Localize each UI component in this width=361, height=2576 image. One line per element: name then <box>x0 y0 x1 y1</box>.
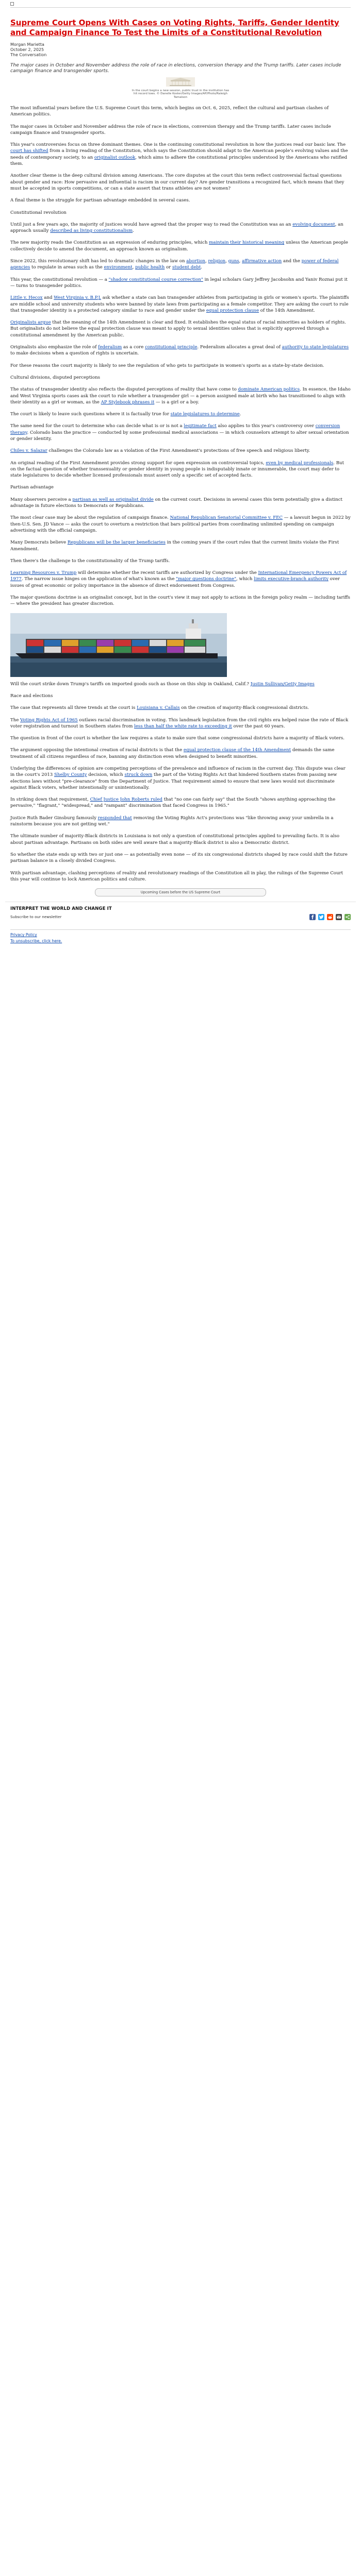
inline-link[interactable]: AP Stylebook phrases it <box>101 399 155 405</box>
paragraph <box>10 747 351 760</box>
paragraph <box>10 240 351 252</box>
text-run: , <box>205 259 208 264</box>
byline <box>10 42 351 58</box>
inline-link[interactable]: Originalists argue <box>10 320 51 326</box>
paragraph <box>10 595 351 607</box>
paragraph <box>10 210 351 216</box>
text-run: Many observers perceive a <box>10 497 73 502</box>
article <box>5 8 356 896</box>
inline-link[interactable]: Little v. Hecox <box>10 295 43 301</box>
paragraph <box>10 705 351 711</box>
inline-link[interactable]: federalism <box>98 345 122 350</box>
text-run: Originalists also emphasize the role of <box>10 345 99 350</box>
text-run: Underlying the differences of opinion are competing perceptions of the prevalence and influence of racism in the current day. This dispute was clear in the court's 2013 <box>10 766 346 778</box>
inline-link[interactable]: described as living constitutionalism <box>50 228 133 234</box>
inline-link[interactable]: religion <box>208 259 226 264</box>
text-run: The case that represents all three trends at the court is <box>10 705 137 711</box>
paragraph <box>10 258 351 271</box>
text-run: , <box>239 259 242 264</box>
text-run: challenges the Colorado law as a violation of the First Amendment's protections of free speech and religious liberty. <box>47 448 310 454</box>
text-run: . Federalism allocates a great deal of <box>197 345 282 350</box>
text-run: removing the Voting Rights Act's protections was "like throwing away your umbrella in a rainstorm because you are not getting wet." <box>10 815 334 827</box>
text-run: the part of the Voting Rights Act that hindered Southern states from passing new elections laws without "pre-clearance" from the Department of Justice. That requirement aimed to ensure that new laws would not discriminate against Black voters, whether intentionally or unintentionally. <box>10 772 337 790</box>
inline-link[interactable]: partisan as well as originalist divide <box>72 497 154 502</box>
paragraph <box>10 852 351 865</box>
text-run: In striking down that requirement, <box>10 797 90 803</box>
text-run: over issues of great economic or policy importance in the absence of direct endorsement from Congress. <box>10 577 340 588</box>
inline-link[interactable]: authority to state legislatures <box>282 345 349 350</box>
text-run: . In essence, the Idaho and West Virginia sports cases ask the court to rule whether a transgender girl — a person assigned male at birth who has transitioned to align with their identity as a girl or woman, as the <box>10 387 351 405</box>
byline-author: Morgan Marietta <box>10 42 44 47</box>
inline-link[interactable]: Louisiana v. Callais <box>137 705 180 711</box>
inline-link[interactable]: struck down <box>124 772 153 778</box>
ship-caption-text: Will the court strike down Trump's tariffs on imported goods such as those on this ship in Oakland, Calif.? <box>10 681 250 687</box>
article-body-part-1 <box>10 105 351 607</box>
figure-tariffs-ship <box>10 613 351 679</box>
text-run: . <box>133 228 134 234</box>
text-run: Until just a few years ago, the majority of justices would have agreed that the proper way to read the Constitution was as an <box>10 222 293 227</box>
paragraph <box>10 815 351 828</box>
inline-link[interactable]: court has shifted <box>10 148 48 154</box>
text-run: The argument opposing the intentional creation of racial districts is that the <box>10 748 184 753</box>
inline-link[interactable]: maintain their historical meaning <box>209 240 285 246</box>
paragraph <box>10 344 351 357</box>
interpret-row <box>10 914 351 920</box>
paragraph <box>10 423 351 442</box>
text-run: over the past 60 years. <box>232 723 285 729</box>
text-run: The most influential years before the U.S. Supreme Court this term, which begins on Oct. 6, 2025, reflect the cultural and partisan clashes of American politics. <box>10 106 329 117</box>
text-run: unless the American people collectively decide to amend the document, an approach known as originalism. <box>10 240 348 252</box>
text-run: Another clear theme is the deep cultural division among Americans. The core disputes at the court this term reflect controversial factual questions about gender and race: How pervasive and influential is racism in our current day? Are gender transitions a recognized fact, which means that they must be accepted in sports competitions, or can a state assert that trans athletes are not women? <box>10 173 344 191</box>
text-run: With partisan advantage, clashing perceptions of reality and revolutionary readings of the Constitution all in play, the rulings of the Supreme Court this year will continue to lock American politics and culture. <box>10 870 343 882</box>
paragraph <box>10 558 351 564</box>
paragraph <box>10 277 351 290</box>
window-mark-icon <box>10 2 14 6</box>
text-run: that "no one can fairly say" that the South "shows anything approaching the pervasive," "flagrant," "widespread," and "rampant" discrimination that faced Congress in 1965." <box>10 797 336 809</box>
text-run: , an approach usually <box>10 222 343 234</box>
text-run: Then there's the challenge to the constitutionality of the Trump tariffs. <box>10 558 170 564</box>
text-run: . Colorado bans the practice — conducted by some professional medical associations — in which counselors attempt to alter sexual orientation or gender identity. <box>10 430 349 442</box>
text-run: in the coming years if the court rules that the current limits violate the First Amendment. <box>10 540 339 552</box>
text-run: — a lawsuit begun in 2022 by then-U.S. Sen. JD Vance — asks the court to overturn a restriction that bars political parties from coordinating unlimited spending on campaign advertising with the official campaign. <box>10 515 351 533</box>
text-run: . The narrow issue hinges on the application of what's known as the <box>21 577 176 582</box>
text-run: , <box>225 259 228 264</box>
paragraph <box>10 375 351 381</box>
text-run: Many Democrats believe <box>10 540 68 546</box>
top-ribbon <box>5 0 356 7</box>
text-run: will determine whether the recent tariffs are authorized by Congress under the <box>76 570 258 576</box>
inline-link[interactable]: abortion <box>186 259 206 264</box>
interpret-section <box>5 902 356 922</box>
inline-link[interactable]: power of federal agencies <box>10 259 339 270</box>
text-run: Cultural divisions, disputed perceptions <box>10 375 101 380</box>
inline-link[interactable]: affirmative action <box>242 259 282 264</box>
inline-link[interactable]: public health <box>135 265 165 270</box>
footer-divider <box>10 929 351 930</box>
paragraph <box>10 197 351 204</box>
text-run: as a core <box>122 345 145 350</box>
inline-link[interactable]: West Virginia v. B.P.J. <box>54 295 102 301</box>
paragraph <box>10 735 351 741</box>
text-run: . <box>201 265 203 270</box>
inline-link[interactable]: evolving document <box>292 222 335 227</box>
inline-link[interactable]: guns <box>228 259 239 264</box>
text-run: of the 14th Amendment. <box>259 308 315 313</box>
text-run: that the meaning of the 14th Amendment is clear and fixed. It establishes the equal status of racial minorities as holders of rights. But originalists do not believe the equal protection clause was meant to apply to sexual identities unless that is explicitly approved through a constitutional amendment by the American public. <box>10 320 346 338</box>
text-run: and <box>42 295 54 301</box>
text-run: demands the same treatment of all citizens regardless of race, banning any distinction even when designed to benefit minorities. <box>10 748 335 759</box>
footer <box>5 929 356 944</box>
text-run: Race and elections <box>10 693 53 699</box>
text-run: to make decisions when a question of rights is uncertain. <box>10 351 139 357</box>
paragraph <box>10 319 351 338</box>
text-run: — is a girl or a boy. <box>154 399 199 405</box>
text-run: ask whether a state can ban transgender athletes from participating in girls or women's sports. The plaintiffs are middle school and university students who were banned by state laws from participating as a female competitor. They are asking the court to rule that transgender identity is a protected category similar to race and gender under the <box>10 295 349 313</box>
text-run: . <box>239 412 241 417</box>
paragraph <box>10 460 351 479</box>
inline-link[interactable]: International Emergency Powers Act of 1977 <box>10 570 347 582</box>
text-run: A final theme is the struggle for partisan advantage embedded in several cases. <box>10 198 190 204</box>
inline-link[interactable]: limits executive-branch authority <box>254 577 329 582</box>
paragraph <box>10 363 351 369</box>
social-share-bar <box>309 914 351 920</box>
paragraph <box>10 448 351 454</box>
inline-link[interactable]: even by medical professionals <box>266 460 334 466</box>
paragraph <box>10 386 351 405</box>
text-run: on the current court. Decisions in several cases this term potentially give a distinct advantage in future elections to Democrats or Republicans. <box>10 497 342 509</box>
paragraph <box>10 570 351 589</box>
text-run: on the creation of majority-Black congressional districts. <box>179 705 309 711</box>
text-run: , <box>132 265 136 270</box>
inline-link[interactable]: originalist outlook <box>94 155 136 160</box>
interpret-title: INTERPRET THE WORLD AND CHANGE IT <box>10 906 112 912</box>
text-run: Since 2022, this revolutionary shift has led to dramatic changes in the law on <box>10 259 187 264</box>
paragraph <box>10 515 351 534</box>
text-run: from a living reading of the Constitution, which says the Constitution should adapt to the American people's evolving values and the needs of contemporary society, to an <box>10 148 348 160</box>
inline-link[interactable]: legitimate fact <box>184 423 217 429</box>
text-run: outlaws racial discrimination in voting. This landmark legislation from the civil rights era helped raise the rate of Black voter registration and turnout in Southern states from <box>10 717 349 729</box>
figure-court-photo <box>10 77 351 99</box>
text-run: The new majority reads the Constitution as an expression of enduring principles, which <box>10 240 209 246</box>
facebook-icon[interactable] <box>309 914 316 920</box>
text-run: The status of transgender identity also reflects the disputed perceptions of reality that have come to <box>10 387 238 393</box>
text-run: also applies to this year's controversy over <box>216 423 316 429</box>
inline-link[interactable]: responded that <box>97 815 132 821</box>
inline-link[interactable]: dominate American politics <box>238 387 300 393</box>
text-run: This year's controversies focus on three dominant themes. One is the continuing constitutional revolution in how the justices read our basic law. The <box>10 142 346 148</box>
paragraph <box>10 497 351 510</box>
court-thumbnail-image <box>166 77 195 87</box>
text-run: This year, the constitutional revolution — a <box>10 277 109 282</box>
paragraph <box>10 870 351 883</box>
text-run: The major questions doctrine is an originalist concept, but in the court's view it may not apply to actions in the foreign policy realm — including tariffs — where the president has greater discretion. <box>10 595 350 607</box>
inline-link[interactable]: National Republican Senatorial Committee v. FEC <box>170 515 283 521</box>
text-run: Constitutional revolution <box>10 210 67 215</box>
paragraph <box>10 693 351 699</box>
paragraph <box>10 295 351 314</box>
text-run: The court is likely to leave such questions where it is factually true for <box>10 412 171 417</box>
email-icon[interactable] <box>336 914 342 920</box>
inline-link[interactable]: student debt <box>172 265 201 270</box>
paragraph <box>10 766 351 791</box>
paragraph <box>10 796 351 809</box>
inline-link[interactable]: Shelby County <box>54 772 87 778</box>
inline-link[interactable]: Republicans will be the larger beneficiaries <box>67 540 166 546</box>
share-icon[interactable] <box>344 914 351 920</box>
text-run: For these reasons the court majority is likely to see the regulation of who gets to participate in women's sports as a state-by-state decision. <box>10 363 324 368</box>
inline-link[interactable]: "major questions doctrine" <box>176 577 237 582</box>
unsubscribe-link[interactable]: To unsubscribe, click here. <box>10 939 62 944</box>
ship-containers-image <box>10 613 227 677</box>
inline-link[interactable]: equal protection clause of the 14th Amendment <box>183 748 291 753</box>
twitter-icon[interactable] <box>318 914 324 920</box>
ship-caption <box>10 681 351 687</box>
ship-caption-credit-link[interactable]: Justin Sullivan/Getty Images <box>250 681 315 687</box>
inline-link[interactable]: "shadow constitutional course correction" <box>108 277 203 282</box>
paragraph <box>10 142 351 167</box>
inline-link[interactable]: Learning Resources v. Trump <box>10 570 77 576</box>
privacy-policy-link[interactable]: Privacy Policy <box>10 933 37 938</box>
paragraph <box>10 717 351 730</box>
text-run: or <box>165 265 173 270</box>
inline-link[interactable]: environment <box>104 265 133 270</box>
article-headline-link[interactable]: Supreme Court Opens With Cases on Voting Rights, Tariffs, Gender Identity and Campaign Finance To Test the Limits of a Constitutional Revolution <box>10 18 339 37</box>
inline-link[interactable]: less than half the white rate to exceeding it <box>134 723 232 729</box>
text-run: . But on the factual question of whether transsexuality or gender identity in young people is indisputably innate or innumerable, the court may defer to state legislatures to decide whether licensed professionals must assert only a specific set of accepted facts. <box>10 460 344 479</box>
upcoming-cases-button[interactable]: Upcoming Cases before the US Supreme Court <box>95 888 266 896</box>
byline-source: The Conversation <box>10 53 47 57</box>
paragraph <box>10 539 351 552</box>
paragraph <box>10 222 351 234</box>
text-run: The most clear case may be about the regulation of campaign finance. <box>10 515 170 521</box>
reddit-icon[interactable] <box>327 914 333 920</box>
text-run: Justice Ruth Bader Ginsburg famously <box>10 815 98 821</box>
text-run: Partisan advantage <box>10 485 54 490</box>
inline-link[interactable]: conversion therapy <box>10 423 340 435</box>
text-run: decision, which <box>87 772 125 778</box>
paragraph <box>10 173 351 192</box>
paragraph <box>10 411 351 417</box>
paragraph <box>10 833 351 846</box>
inline-link[interactable]: state legislatures to determine <box>170 412 240 417</box>
text-run: The ultimate number of majority-Black districts in Louisiana is not only a question of constitutional principles applied to prevailing facts. It is also about partisan advantage. Partisans on both sides are well aware that a majority-Black district is also a Democratic district. <box>10 834 340 845</box>
text-run: in legal scholars Gary Jeffrey Jacobsohn and Yaniv Roznai put it — turns to transgender politics. <box>10 277 348 289</box>
paragraph <box>10 105 351 118</box>
text-run: and the <box>282 259 302 264</box>
article-deck: The major cases in October and November address the role of race in elections, conversion therapy and the Trump tariffs. Later cases include campaign finance and transgender sports. <box>10 63 341 74</box>
paragraph <box>10 124 351 137</box>
text-run: The same need for the court to determine who can decide what is or is not a <box>10 423 184 429</box>
text-run: An original reading of the First Amendment provides strong support for open expression on controversial topics, <box>10 460 266 466</box>
figure-caption: In the court begins a new session, public trust in the institution has hit record lows. © Danelle Koster/Getty Images/AP/Photo/Raleigh Tamalson <box>132 89 229 99</box>
text-run: , which <box>236 577 254 582</box>
inline-link[interactable]: constitutional principle <box>145 345 198 350</box>
text-run: to regulate in areas such as the <box>30 265 104 270</box>
text-run: , which aims to adhere the constitutional principles understood by the Americans who ratified them. <box>10 155 348 167</box>
byline-date: October 2, 2025 <box>10 47 44 52</box>
paragraph <box>10 484 351 490</box>
text-run: The major cases in October and November address the role of race in elections, conversion therapy and the Trump tariffs. Later cases include campaign finance and transgender sports. <box>10 124 331 135</box>
inline-link[interactable]: Chiles v. Salazar <box>10 448 47 454</box>
inline-link[interactable]: Chief Justice John Roberts ruled <box>90 797 162 803</box>
inline-link[interactable]: equal protection clause <box>206 308 259 313</box>
text-run: So whether the state ends up with two or just one — as potentially even none — of its six congressional districts shaped by race could shift the future partisan balance in a closely divided Congress. <box>10 852 348 864</box>
inline-link[interactable]: Voting Rights Act of 1965 <box>20 717 78 723</box>
text-run: The <box>10 717 21 723</box>
article-body-part-2 <box>10 693 351 883</box>
text-run: The question in front of the court is whether the law requires a state to make sure that some congressional districts have a majority of Black voters. <box>10 736 345 741</box>
newsletter-promo-link[interactable]: Subscribe to our newsletter <box>10 914 62 920</box>
